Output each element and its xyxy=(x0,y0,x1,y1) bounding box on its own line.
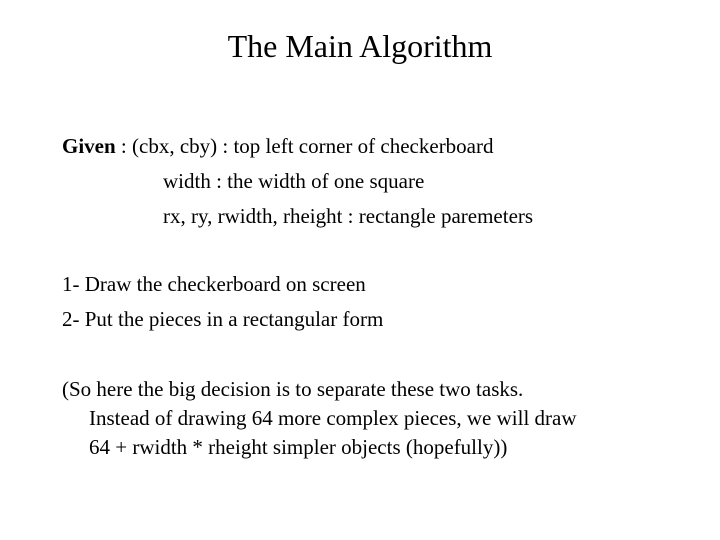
note-line-1: (So here the big decision is to separate these two tasks. xyxy=(62,377,524,401)
note-line-2: Instead of drawing 64 more complex pieces, we will draw xyxy=(89,406,577,430)
given-label: Given xyxy=(62,134,116,158)
given-line-3: rx, ry, rwidth, rheight : rectangle paremeters xyxy=(163,204,534,228)
given-line-1-text: : (cbx, cby) : top left corner of checkerboard xyxy=(115,134,494,158)
slide-title: The Main Algorithm xyxy=(227,28,493,64)
given-line-1 xyxy=(62,133,494,159)
given-line-2: width : the width of one square xyxy=(163,169,425,193)
step-1: 1- Draw the checkerboard on screen xyxy=(62,272,366,296)
note-line-3: 64 + rwidth * rheight simpler objects (hopefully)) xyxy=(89,435,508,459)
step-2: 2- Put the pieces in a rectangular form xyxy=(62,307,384,331)
